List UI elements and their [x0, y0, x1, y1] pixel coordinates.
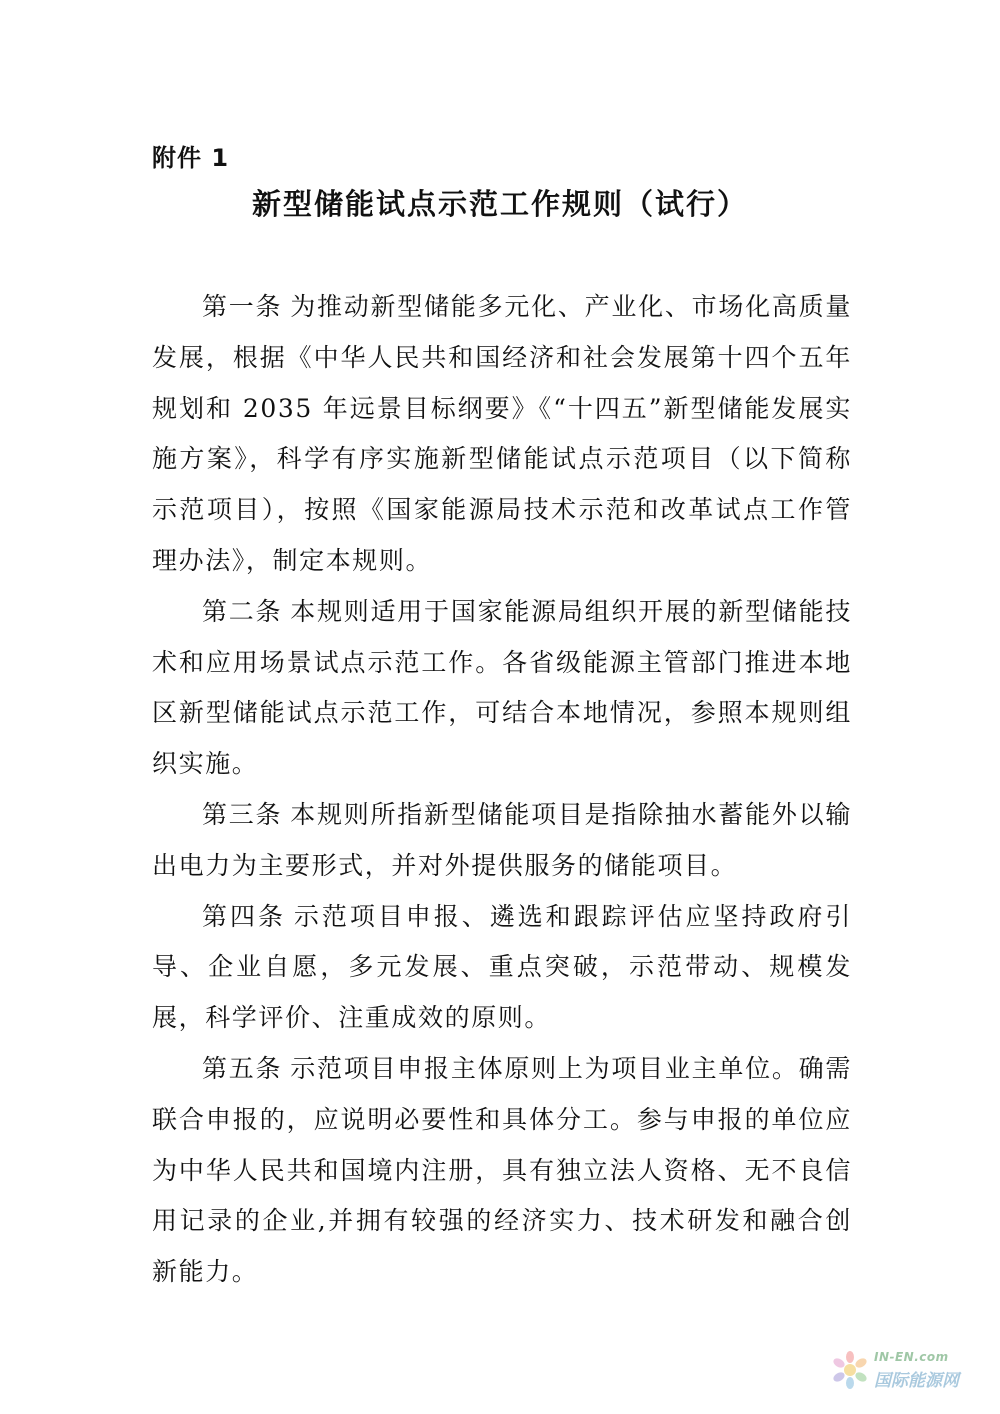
document-body [152, 282, 852, 1298]
article-5-label: 第五条 [202, 1053, 283, 1083]
article-1-label: 第一条 [202, 292, 283, 321]
article-5-text: 示范项目申报主体原则上为项目业主单位。确需联合申报的，应说明必要性和具体分工。参与申报的单位应为中华人民共和国境内注册，具有独立法人资格、无不良信用记录的企业,并拥有较强的经济实力、技术研发和融合创新能力。 [152, 1053, 852, 1287]
article-5 [152, 1044, 852, 1298]
article-4 [152, 892, 852, 1044]
article-1 [152, 282, 852, 587]
watermark-domain: IN-EN.com [874, 1350, 949, 1364]
attachment-label: 附件 1 [152, 144, 230, 172]
article-4-text: 示范项目申报、遴选和跟踪评估应坚持政府引导、企业自愿，多元发展、重点突破，示范带动、规模发展，科学评价、注重成效的原则。 [152, 901, 852, 1033]
watermark-name: 国际能源网 [874, 1371, 959, 1391]
article-2 [152, 587, 852, 790]
article-1-text: 为推动新型储能多元化、产业化、市场化高质量发展，根据《中华人民共和国经济和社会发展第十四个五年规划和 2035 年远景目标纲要》《“十四五”新型储能发展实施方案》，科学有序实施新型储能试点示范项目（以下简称示范项目），按照《国家能源局技术示范和改革试点工作管理办法》，制定本规则。 [152, 292, 852, 575]
article-3 [152, 790, 852, 892]
article-2-label: 第二条 [202, 596, 283, 626]
energy-logo-icon [828, 1348, 872, 1392]
article-4-label: 第四条 [202, 901, 286, 931]
article-3-label: 第三条 [202, 799, 283, 829]
article-3-text: 本规则所指新型储能项目是指除抽水蓄能外以输出电力为主要形式，并对外提供服务的储能项目。 [152, 799, 852, 880]
article-2-text: 本规则适用于国家能源局组织开展的新型储能技术和应用场景试点示范工作。各省级能源主管部门推进本地区新型储能试点示范工作，可结合本地情况，参照本规则组织实施。 [152, 596, 852, 779]
document-title: 新型储能试点示范工作规则（试行） [251, 187, 748, 221]
site-watermark [828, 1346, 978, 1396]
